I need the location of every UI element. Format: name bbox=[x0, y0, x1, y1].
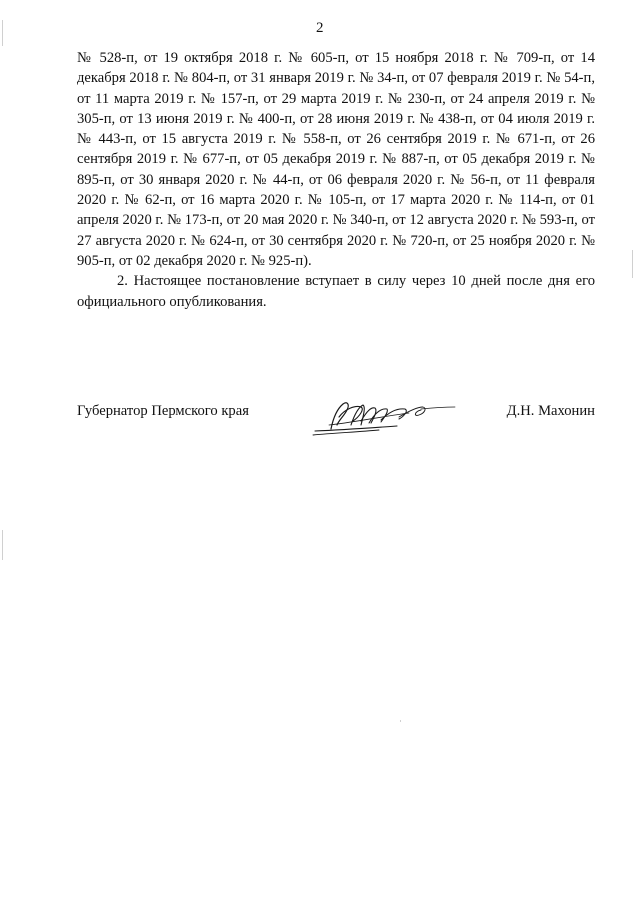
scan-edge-mark bbox=[632, 250, 633, 278]
paragraph-continuation: № 528-п, от 19 октября 2018 г. № 605-п, от 15 ноября 2018 г. № 709-п, от 14 декабря 2018 г. № 804-п, от 31 января 2019 г. № 34-п, от 07 февраля 2019 г. № 54-п, от 11 марта 2019 г. № 157-п, от 29 марта 2019 г. № 230-п, от 24 апреля 2019 г. № 305-п, от 13 июня 2019 г. № 400-п, от 28 июня 2019 г. № 438-п, от 04 июля 2019 г. № 443-п, от 15 августа 2019 г. № 558-п, от 26 сентября 2019 г. № 671-п, от 26 сентября 2019 г. № 677-п, от 05 декабря 2019 г. № 887-п, от 05 декабря 2019 г. № 895-п, от 30 января 2020 г. № 44-п, от 06 февраля 2020 г. № 56-п, от 11 февраля 2020 г. № 62-п, от 16 марта 2020 г. № 105-п, от 17 марта 2020 г. № 114-п, от 01 апреля 2020 г. № 173-п, от 20 мая 2020 г. № 340-п, от 12 августа 2020 г. № 593-п, от 27 августа 2020 г. № 624-п, от 30 сентября 2020 г. № 720-п, от 25 ноября 2020 г. № 905-п, от 02 декабря 2020 г. № 925-п). bbox=[77, 50, 595, 269]
page-number: 2 bbox=[316, 20, 324, 36]
signature-block bbox=[77, 395, 595, 445]
document-body bbox=[77, 48, 595, 312]
scan-edge-mark bbox=[2, 20, 3, 46]
signatory-title: Губернатор Пермского края bbox=[77, 403, 249, 419]
scan-edge-mark bbox=[2, 530, 3, 560]
scan-dot bbox=[400, 720, 401, 722]
signatory-name: Д.Н. Махонин bbox=[506, 403, 595, 419]
handwritten-signature bbox=[309, 395, 459, 441]
paragraph-item-2: 2. Настоящее постановление вступает в силу через 10 дней после дня его официального опубликования. bbox=[77, 273, 595, 310]
